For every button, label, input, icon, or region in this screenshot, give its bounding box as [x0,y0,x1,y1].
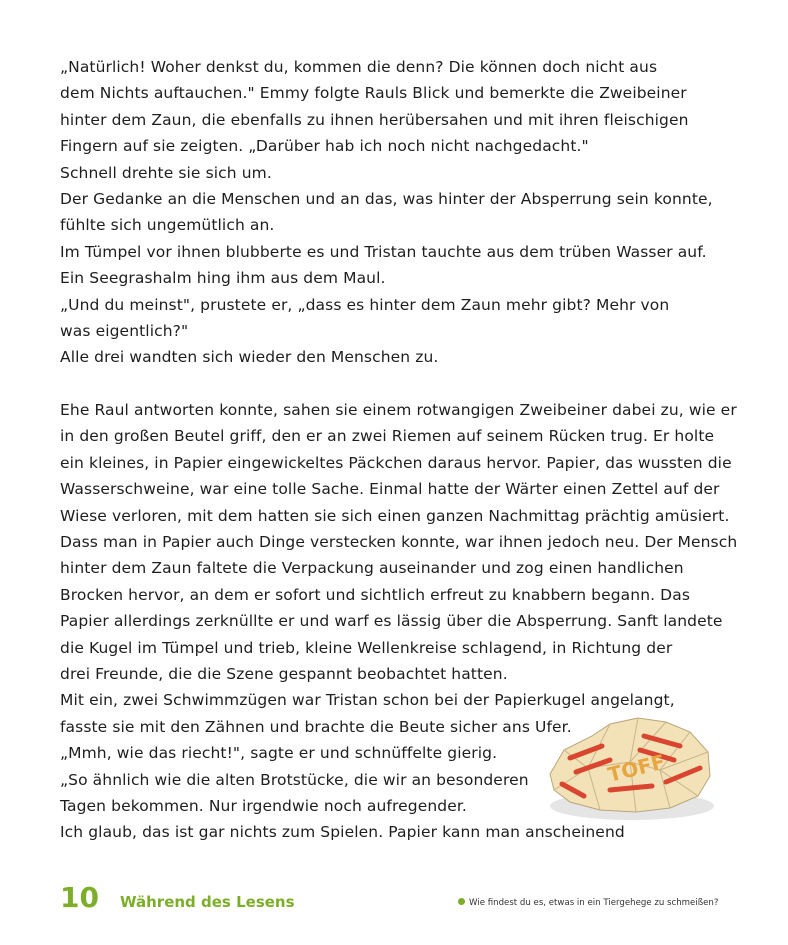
text-line: fühlte sich ungemütlich an. [60,216,275,235]
text-line: Der Gedanke an die Menschen und an das, was hinter der Absperrung sein konnte, [60,189,713,208]
text-line: Brocken hervor, an dem er sofort und sichtlich erfreut zu knabbern begann. Das [60,585,690,604]
text-line: Ein Seegrashalm hing ihm aus dem Maul. [60,269,386,288]
text-line: die Kugel im Tümpel und trieb, kleine Wellenkreise schlagend, in Richtung der [60,638,673,657]
section-title: Während des Lesens [120,893,295,911]
text-line: ein kleines, in Papier eingewickeltes Päckchen daraus hervor. Papier, das wussten die [60,453,732,472]
text-line: hinter dem Zaun faltete die Verpackung auseinander und zog einen handlichen [60,559,684,578]
text-line: Alle drei wandten sich wieder den Menschen zu. [60,348,439,367]
text-line: „So ähnlich wie die alten Brotstücke, die wir an besonderen [60,770,529,789]
text-line: was eigentlich?" [60,321,189,340]
text-line: Ich glaub, das ist gar nichts zum Spielen. Papier kann man anscheinend [60,823,625,842]
page-number: 10 [60,881,99,914]
text-line: drei Freunde, die die Szene gespannt beobachtet hatten. [60,664,508,683]
paragraph-1 [60,54,740,371]
text-line: hinter dem Zaun, die ebenfalls zu ihnen herübersahen und mit ihren fleischigen [60,110,689,129]
wrapper-lettering: TOFF [605,749,668,787]
text-line: Schnell drehte sie sich um. [60,163,272,182]
paragraph-gap [60,371,740,397]
text-line: Im Tümpel vor ihnen blubberte es und Tristan tauchte aus dem trüben Wasser auf. [60,242,707,261]
text-line: Fingern auf sie zeigten. „Darüber hab ich noch nicht nachgedacht." [60,137,589,156]
text-line: Mit ein, zwei Schwimmzügen war Tristan schon bei der Papierkugel angelangt, [60,691,675,710]
text-line: „Mmh, wie das riecht!", sagte er und schnüffelte gierig. [60,744,498,763]
text-line: Ehe Raul antworten konnte, sahen sie einem rotwangigen Zweibeiner dabei zu, wie er [60,401,737,420]
text-line: fasste sie mit den Zähnen und brachte die Beute sicher ans Ufer. [60,717,572,736]
text-line: „Natürlich! Woher denkst du, kommen die denn? Die können doch nicht aus [60,58,658,76]
text-line: Tagen bekommen. Nur irgendwie noch aufregender. [60,796,467,815]
crumpled-toffee-wrapper-illustration [540,706,720,824]
bullet-dot-icon [458,898,465,905]
text-line: dem Nichts auftauchen." Emmy folgte Rauls Blick und bemerkte die Zweibeiner [60,84,687,103]
text-line: Wasserschweine, war eine tolle Sache. Einmal hatte der Wärter einen Zettel auf der [60,480,720,499]
text-line: Dass man in Papier auch Dinge verstecken konnte, war ihnen jedoch neu. Der Mensch [60,533,738,552]
question-text: Wie findest du es, etwas in ein Tiergehege zu schmeißen? [469,898,719,908]
text-line: Wiese verloren, mit dem hatten sie sich einen ganzen Nachmittag prächtig amüsiert. [60,506,730,525]
reading-question [458,896,718,910]
text-line: in den großen Beutel griff, den er an zwei Riemen auf seinem Rücken trug. Er holte [60,427,715,446]
crumpled-paper-icon [540,706,720,824]
text-line: „Und du meinst", prustete er, „dass es hinter dem Zaun mehr gibt? Mehr von [60,295,670,314]
text-line: Papier allerdings zerknüllte er und warf es lässig über die Absperrung. Sanft landete [60,612,723,631]
